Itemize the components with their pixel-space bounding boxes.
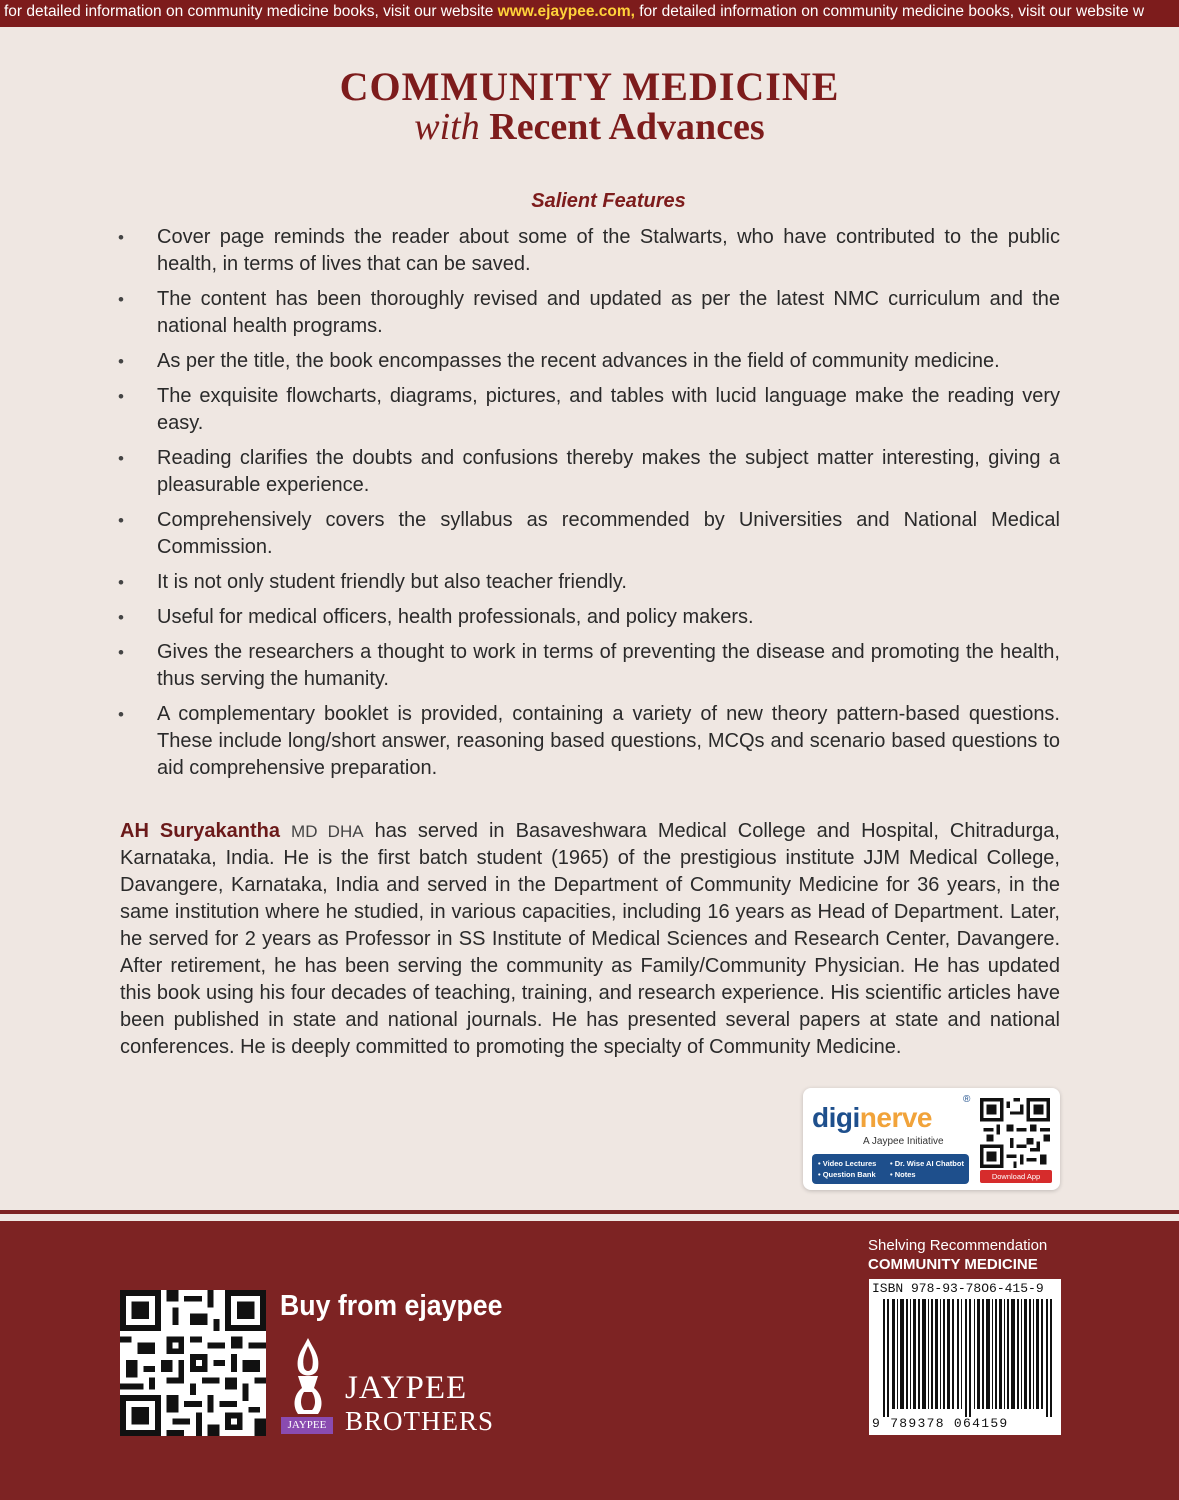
feature-item: • Useful for medical officers, health professionals, and policy makers. (114, 604, 1060, 631)
buy-qr-code[interactable] (120, 1290, 266, 1436)
download-app-button[interactable]: Download App (980, 1170, 1052, 1183)
subtitle-rest: Recent Advances (479, 106, 765, 148)
book-subtitle (0, 106, 1179, 148)
author-bio (120, 818, 1060, 1061)
feature-item: • Reading clarifies the doubts and confusions thereby makes the subject matter interesting, giving a pleasurable experience. (114, 445, 1060, 499)
feature-item: • Cover page reminds the reader about some of the Stalwarts, who have contributed to the public health, in terms of lives that can be saved. (114, 224, 1060, 278)
jaypee-logo-tag: JAYPEE (281, 1417, 333, 1434)
feature-item: • The content has been thoroughly revised and updated as per the latest NMC curriculum and the national health programs. (114, 286, 1060, 340)
website-link[interactable]: www.ejaypee.com, (497, 3, 635, 20)
publisher-name-line2: BROTHERS (345, 1406, 495, 1436)
isbn-top-text: ISBN 978-93-78O6-415-9 (872, 1281, 1044, 1296)
feature-item: • It is not only student friendly but also teacher friendly. (114, 569, 1060, 596)
buy-from-ejaypee[interactable]: Buy from ejaypee (280, 1290, 503, 1322)
diginerve-features-box (812, 1154, 969, 1184)
feature-item: • The exquisite flowcharts, diagrams, pictures, and tables with lucid language make the reading very easy. (114, 383, 1060, 437)
feature-item: • Gives the researchers a thought to work in terms of preventing the disease and promoting the health, thus serving the humanity. (114, 639, 1060, 693)
author-degrees: MD DHA (291, 822, 364, 841)
feature-ai-chatbot: • Dr. Wise AI Chatbot (890, 1159, 964, 1168)
feature-item: • As per the title, the book encompasses the recent advances in the field of community medicine. (114, 348, 1060, 375)
section-divider (0, 1210, 1179, 1214)
features-list (114, 224, 1060, 790)
feature-item: • Comprehensively covers the syllabus as recommended by Universities and National Medical Commission. (114, 507, 1060, 561)
publisher-name-line1: JAYPEE (345, 1370, 468, 1406)
banner-prefix: for detailed information on community medicine books, visit our website (4, 3, 498, 20)
feature-notes: • Notes (890, 1170, 916, 1179)
diginerve-logo: diginerve (812, 1102, 932, 1133)
author-name: AH Suryakantha (120, 820, 280, 842)
shelving-category: COMMUNITY MEDICINE (868, 1256, 1038, 1273)
features-heading: Salient Features (531, 190, 686, 212)
author-bio-text: has served in Basaveshwara Medical College and Hospital, Chitradurga, Karnataka, India. He is the first batch student (1965) of the prestigious institute JJM Medical College, Davangere, Karnataka, India and served in the Department of Community Medicine for 36 years, in the same institution where he studied, in various capacities, including 16 years as Head of Department. Later, he served for 2 years as Professor in SS Institute of Medical Sciences and Research Center, Davangere. After retirement, he has been serving the community as Family/Community Physician. He has updated this book using his four decades of teaching, training, and research experience. His scientific articles have been published in state and national journals. He has presented several papers at state and national conferences. He is deeply committed to promoting the specialty of Community Medicine. (120, 820, 1060, 1058)
registered-mark: ® (963, 1094, 971, 1105)
feature-question-bank: • Question Bank (818, 1170, 876, 1179)
diginerve-qr-code[interactable] (980, 1098, 1050, 1168)
barcode-bars (883, 1299, 1053, 1417)
subtitle-with: with (414, 106, 480, 148)
jaypee-torch-logo (280, 1336, 336, 1418)
isbn-barcode (869, 1279, 1061, 1435)
shelving-label: Shelving Recommendation (868, 1237, 1048, 1254)
diginerve-card[interactable] (803, 1088, 1060, 1190)
top-banner (0, 0, 1179, 27)
isbn-number: 9 789378 064159 (872, 1416, 1009, 1431)
diginerve-initiative: A Jaypee Initiative (863, 1136, 944, 1147)
banner-suffix: for detailed information on community medicine books, visit our website w (634, 3, 1145, 20)
banner-text (4, 3, 1144, 21)
book-title: COMMUNITY MEDICINE (339, 64, 840, 109)
feature-item: • A complementary booklet is provided, containing a variety of new theory pattern-based questions. These include long/short answer, reasoning based questions, MCQs and scenario based questions to aid comprehensive preparation. (114, 701, 1060, 782)
feature-video-lectures: • Video Lectures (818, 1159, 877, 1168)
